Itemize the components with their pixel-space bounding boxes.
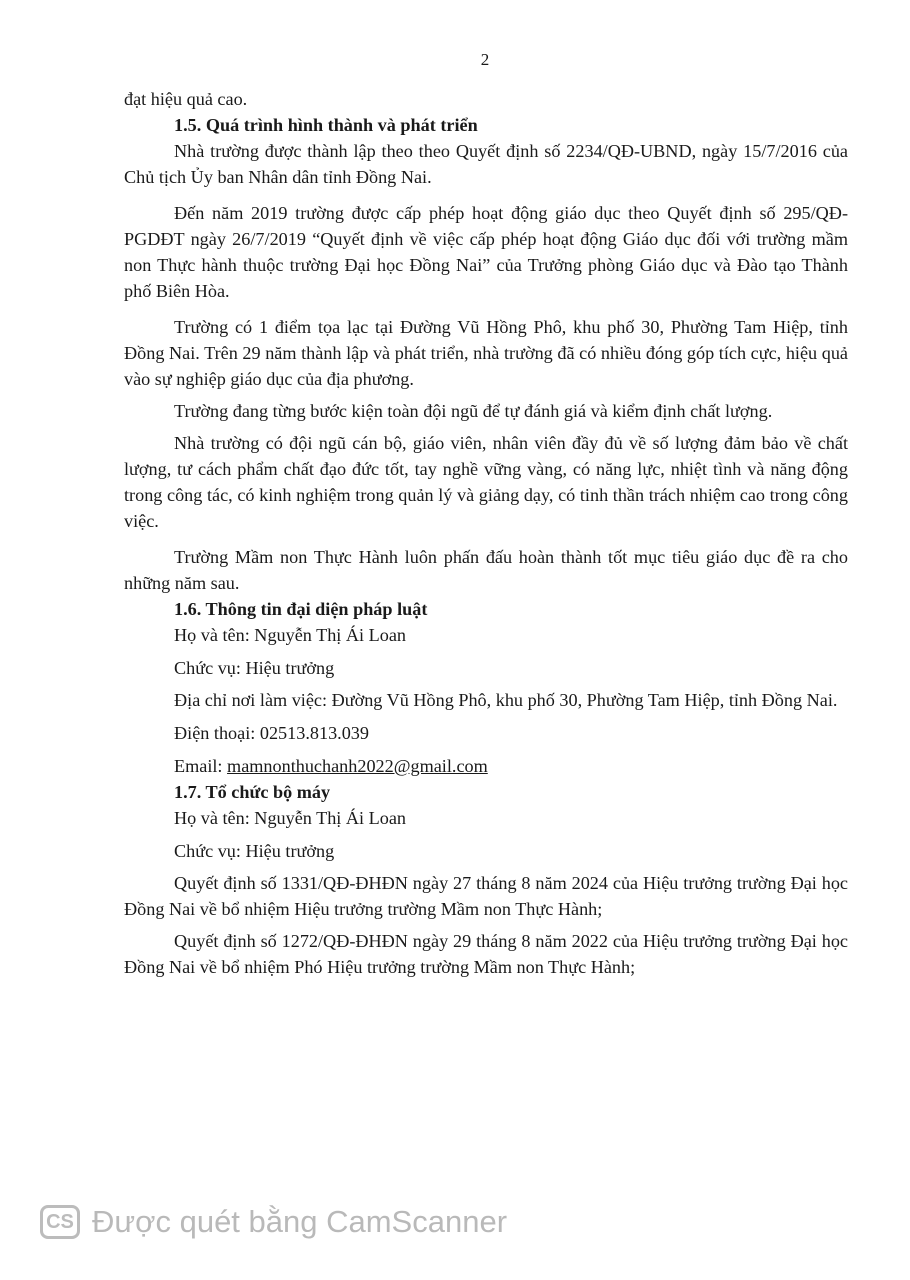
rep-email-label: Email: bbox=[174, 756, 228, 776]
document-body bbox=[124, 86, 848, 980]
rep-email-link[interactable]: mamnonthuchanh2022@gmail.com bbox=[227, 756, 488, 776]
paragraph-goal: Trường Mầm non Thực Hành luôn phấn đấu hoàn thành tốt mục tiêu giáo dục đề ra cho những năm sau. bbox=[124, 547, 848, 593]
section-heading-1-5: 1.5. Quá trình hình thành và phát triển bbox=[174, 115, 478, 135]
section-heading-1-6: 1.6. Thông tin đại diện pháp luật bbox=[174, 599, 428, 619]
section-heading-1-7: 1.7. Tổ chức bộ máy bbox=[174, 782, 331, 802]
paragraph-establishment: Nhà trường được thành lập theo theo Quyết định số 2234/QĐ-UBND, ngày 15/7/2016 của Chủ tịch Ủy ban Nhân dân tỉnh Đồng Nai. bbox=[124, 141, 848, 187]
rep-phone: Điện thoại: 02513.813.039 bbox=[174, 723, 369, 743]
camscanner-watermark bbox=[40, 1204, 507, 1240]
paragraph-intro-end: đạt hiệu quả cao. bbox=[124, 89, 248, 109]
rep-email-line bbox=[124, 753, 848, 779]
decision-principal: Quyết định số 1331/QĐ-ĐHĐN ngày 27 tháng 8 năm 2024 của Hiệu trưởng trường Đại học Đồng Nai về bổ nhiệm Hiệu trưởng trường Mầm non Thực Hành; bbox=[124, 873, 848, 919]
org-position: Chức vụ: Hiệu trưởng bbox=[174, 841, 335, 861]
paragraph-location: Trường có 1 điểm tọa lạc tại Đường Vũ Hồng Phô, khu phố 30, Phường Tam Hiệp, tỉnh Đồng Nai. Trên 29 năm thành lập và phát triển, nhà trường đã có nhiều đóng góp tích cực, hiệu quả vào sự nghiệp giáo dục của địa phương. bbox=[124, 317, 848, 389]
rep-name: Họ và tên: Nguyễn Thị Ái Loan bbox=[174, 625, 407, 645]
camscanner-logo-icon: CS bbox=[40, 1205, 80, 1239]
org-name: Họ và tên: Nguyễn Thị Ái Loan bbox=[174, 808, 407, 828]
rep-address: Địa chỉ nơi làm việc: Đường Vũ Hồng Phô, khu phố 30, Phường Tam Hiệp, tỉnh Đồng Nai. bbox=[174, 690, 838, 710]
paragraph-quality: Trường đang từng bước kiện toàn đội ngũ để tự đánh giá và kiểm định chất lượng. bbox=[174, 401, 773, 421]
paragraph-license: Đến năm 2019 trường được cấp phép hoạt động giáo dục theo Quyết định số 295/QĐ-PGDĐT ngày 26/7/2019 “Quyết định về việc cấp phép hoạt động Giáo dục đối với trường mầm non Thực hành thuộc trường Đại học Đồng Nai” của Trưởng phòng Giáo dục và Đào tạo Thành phố Biên Hòa. bbox=[124, 203, 848, 301]
decision-vice-principal: Quyết định số 1272/QĐ-ĐHĐN ngày 29 tháng 8 năm 2022 của Hiệu trưởng trường Đại học Đồng Nai về bổ nhiệm Phó Hiệu trưởng trường Mầm non Thực Hành; bbox=[124, 931, 848, 977]
camscanner-text: Được quét bằng CamScanner bbox=[92, 1204, 508, 1239]
rep-position: Chức vụ: Hiệu trưởng bbox=[174, 658, 335, 678]
page-number: 2 bbox=[480, 50, 490, 69]
paragraph-staff: Nhà trường có đội ngũ cán bộ, giáo viên, nhân viên đầy đủ về số lượng đảm bảo về chất lượng, tư cách phẩm chất đạo đức tốt, tay nghề vững vàng, có năng lực, nhiệt tình và năng động trong công tác, có kinh nghiệm trong quản lý và giảng dạy, có tinh thần trách nhiệm cao trong công việc. bbox=[124, 433, 848, 531]
